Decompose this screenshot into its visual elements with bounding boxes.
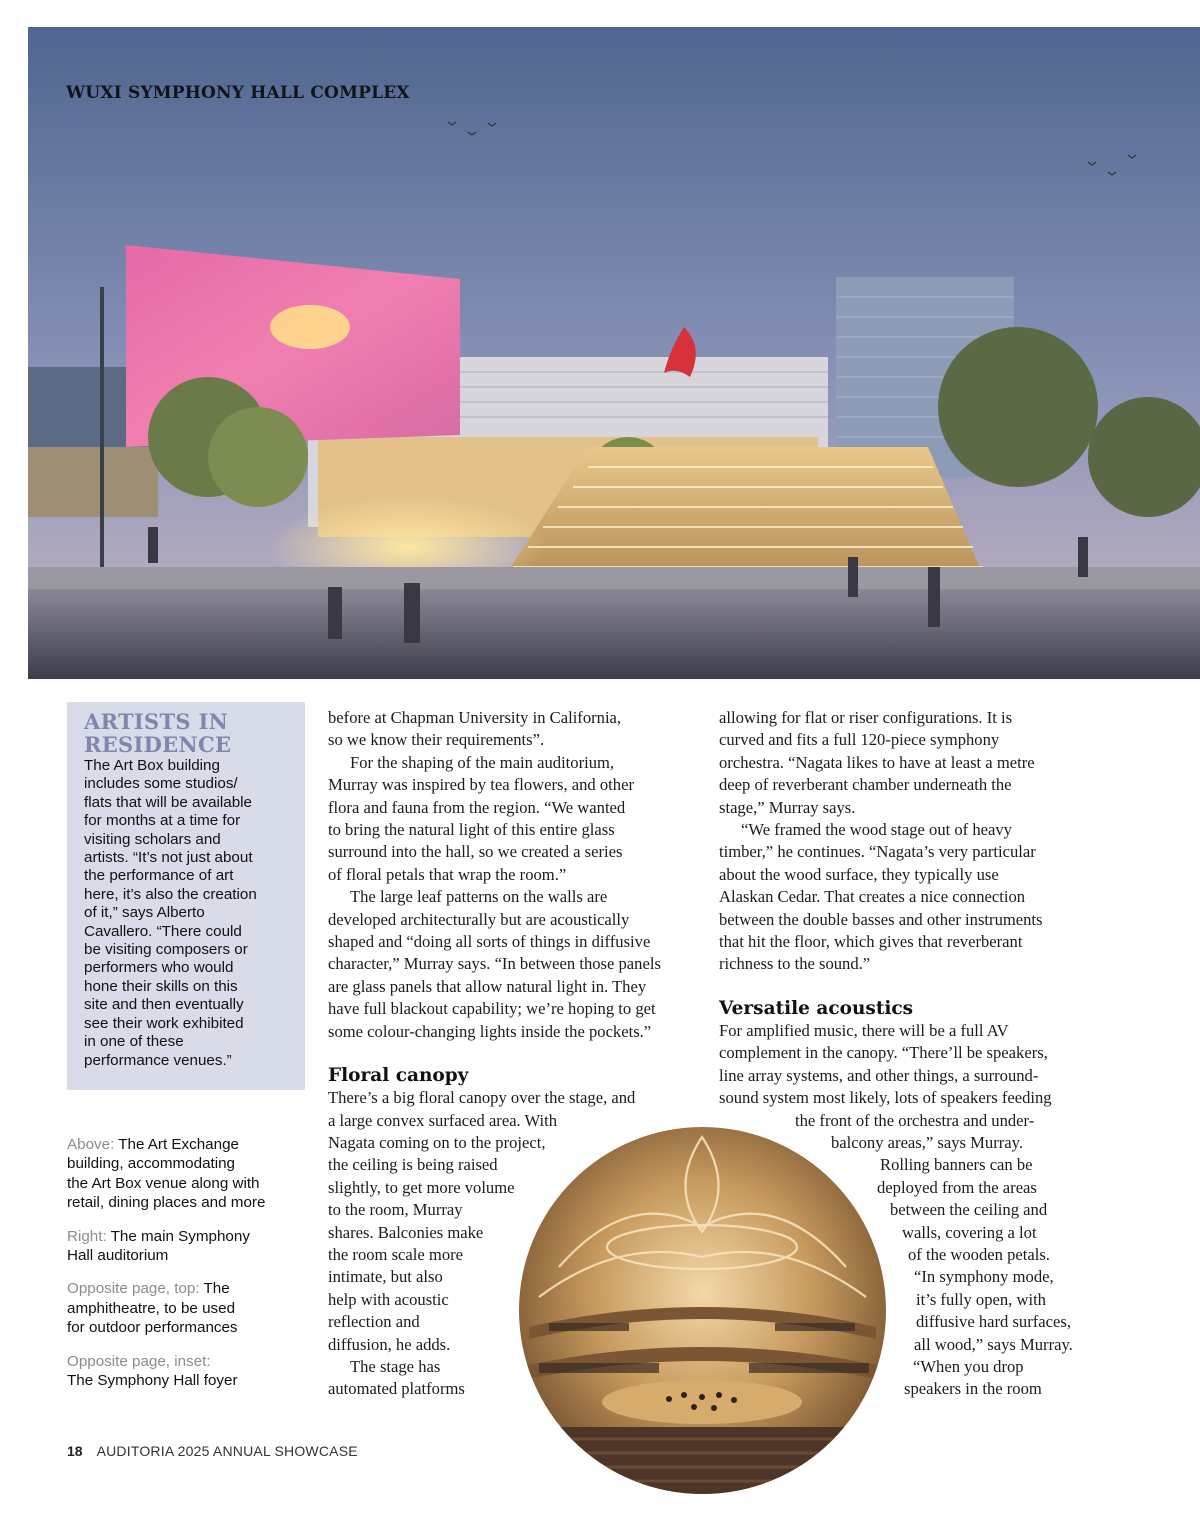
- paragraph: “We framed the wood stage out of heavy timber,” he continues. “Nagata’s very particular about the wood surface, they typically use Alaskan Cedar. That creates a nice connection between the double basses and other instruments that hit the floor, which gives that reverberant richness to the sound.”: [719, 820, 1043, 974]
- paragraph: There’s a big floral canopy over the stage, and a large convex surfaced area. With Nagata coming on to the project, the ceiling is being raised slightly, to get more volume to the room, Murray shares. Balconies make the room scale more intimate, but also help with acoustic reflection and diffusion, he adds.: [328, 1088, 636, 1354]
- paragraph: allowing for flat or riser configurations. It is curved and fits a full 120-piece symphony orchestra. “Nagata likes to have at least a metre deep of reverberant chamber underneath the stage,” Murray says.: [719, 708, 1035, 817]
- hero-rendering: [28, 27, 1200, 679]
- paragraph: The large leaf patterns on the walls are developed architecturally but are acoustically shaped and “doing all sorts of things in diffusive character,” Murray says. “In between those panels are glass panels that allow natural light in. They have full blackout capability; we’re hoping to get some colour-changing lights inside the pockets.”: [328, 887, 661, 1041]
- sidebar-body: The Art Box building includes some studios/ flats that will be available for months at a time for visiting scholars and artists. “It’s not just about the performance of art here, it’s also the creation of it,” says Alberto Cavallero. “There could be visiting composers or performers who would hone their skills on this site and then eventually see their work exhibited in one of these performance venues.”: [84, 757, 257, 1069]
- page-footer: [67, 1443, 358, 1459]
- paragraph: before at Chapman University in California, so we know their requirements”.: [328, 708, 622, 750]
- sidebar-heading: ARTISTS IN RESIDENCE: [84, 709, 232, 757]
- page-number: 18: [67, 1443, 83, 1459]
- caption-opposite-inset: Opposite page, inset: The Symphony Hall foyer: [67, 1352, 238, 1390]
- paragraph: For the shaping of the main auditorium, Murray was inspired by tea flowers, and other flora and fauna from the region. “We wanted to bring the natural light of this entire glass surround into the hall, so we created a series of floral petals that wrap the room.”: [328, 752, 634, 884]
- artists-in-residence-box: [67, 702, 305, 1090]
- caption-right: Right: The main Symphony Hall auditorium: [67, 1227, 250, 1265]
- section-heading-floral-canopy: Floral canopy: [328, 1065, 469, 1087]
- auditorium-inset-image: [519, 1127, 886, 1494]
- caption-opposite-top: Opposite page, top: The amphitheatre, to be used for outdoor performances: [67, 1280, 238, 1337]
- hero-title: WUXI SYMPHONY HALL COMPLEX: [66, 83, 410, 103]
- auditorium-rendering: [519, 1127, 886, 1494]
- caption-above: Above: The Art Exchange building, accommodating the Art Box venue along with retail, dining places and more: [67, 1136, 266, 1212]
- image-captions: [67, 1135, 307, 1404]
- paragraph: For amplified music, there will be a full AV complement in the canopy. “There’ll be speakers, line array systems, and other things, a surround- sound system most likely, lots of speakers feeding the front of the orchestra and under- balcony areas,” says Murray. Rolling banners can be deployed from the areas between the ceiling and walls, covering a lot of the wooden petals. “In symphony mode, it’s fully open, with diffusive hard surfaces, all wood,” says Murray. “When you drop speakers in the room: [719, 1020, 1073, 1399]
- section-heading-versatile-acoustics: Versatile acoustics: [719, 997, 914, 1019]
- paragraph: The stage has automated platforms: [328, 1356, 465, 1399]
- publication-name: AUDITORIA 2025 ANNUAL SHOWCASE: [96, 1443, 358, 1459]
- hero-image: [28, 27, 1200, 679]
